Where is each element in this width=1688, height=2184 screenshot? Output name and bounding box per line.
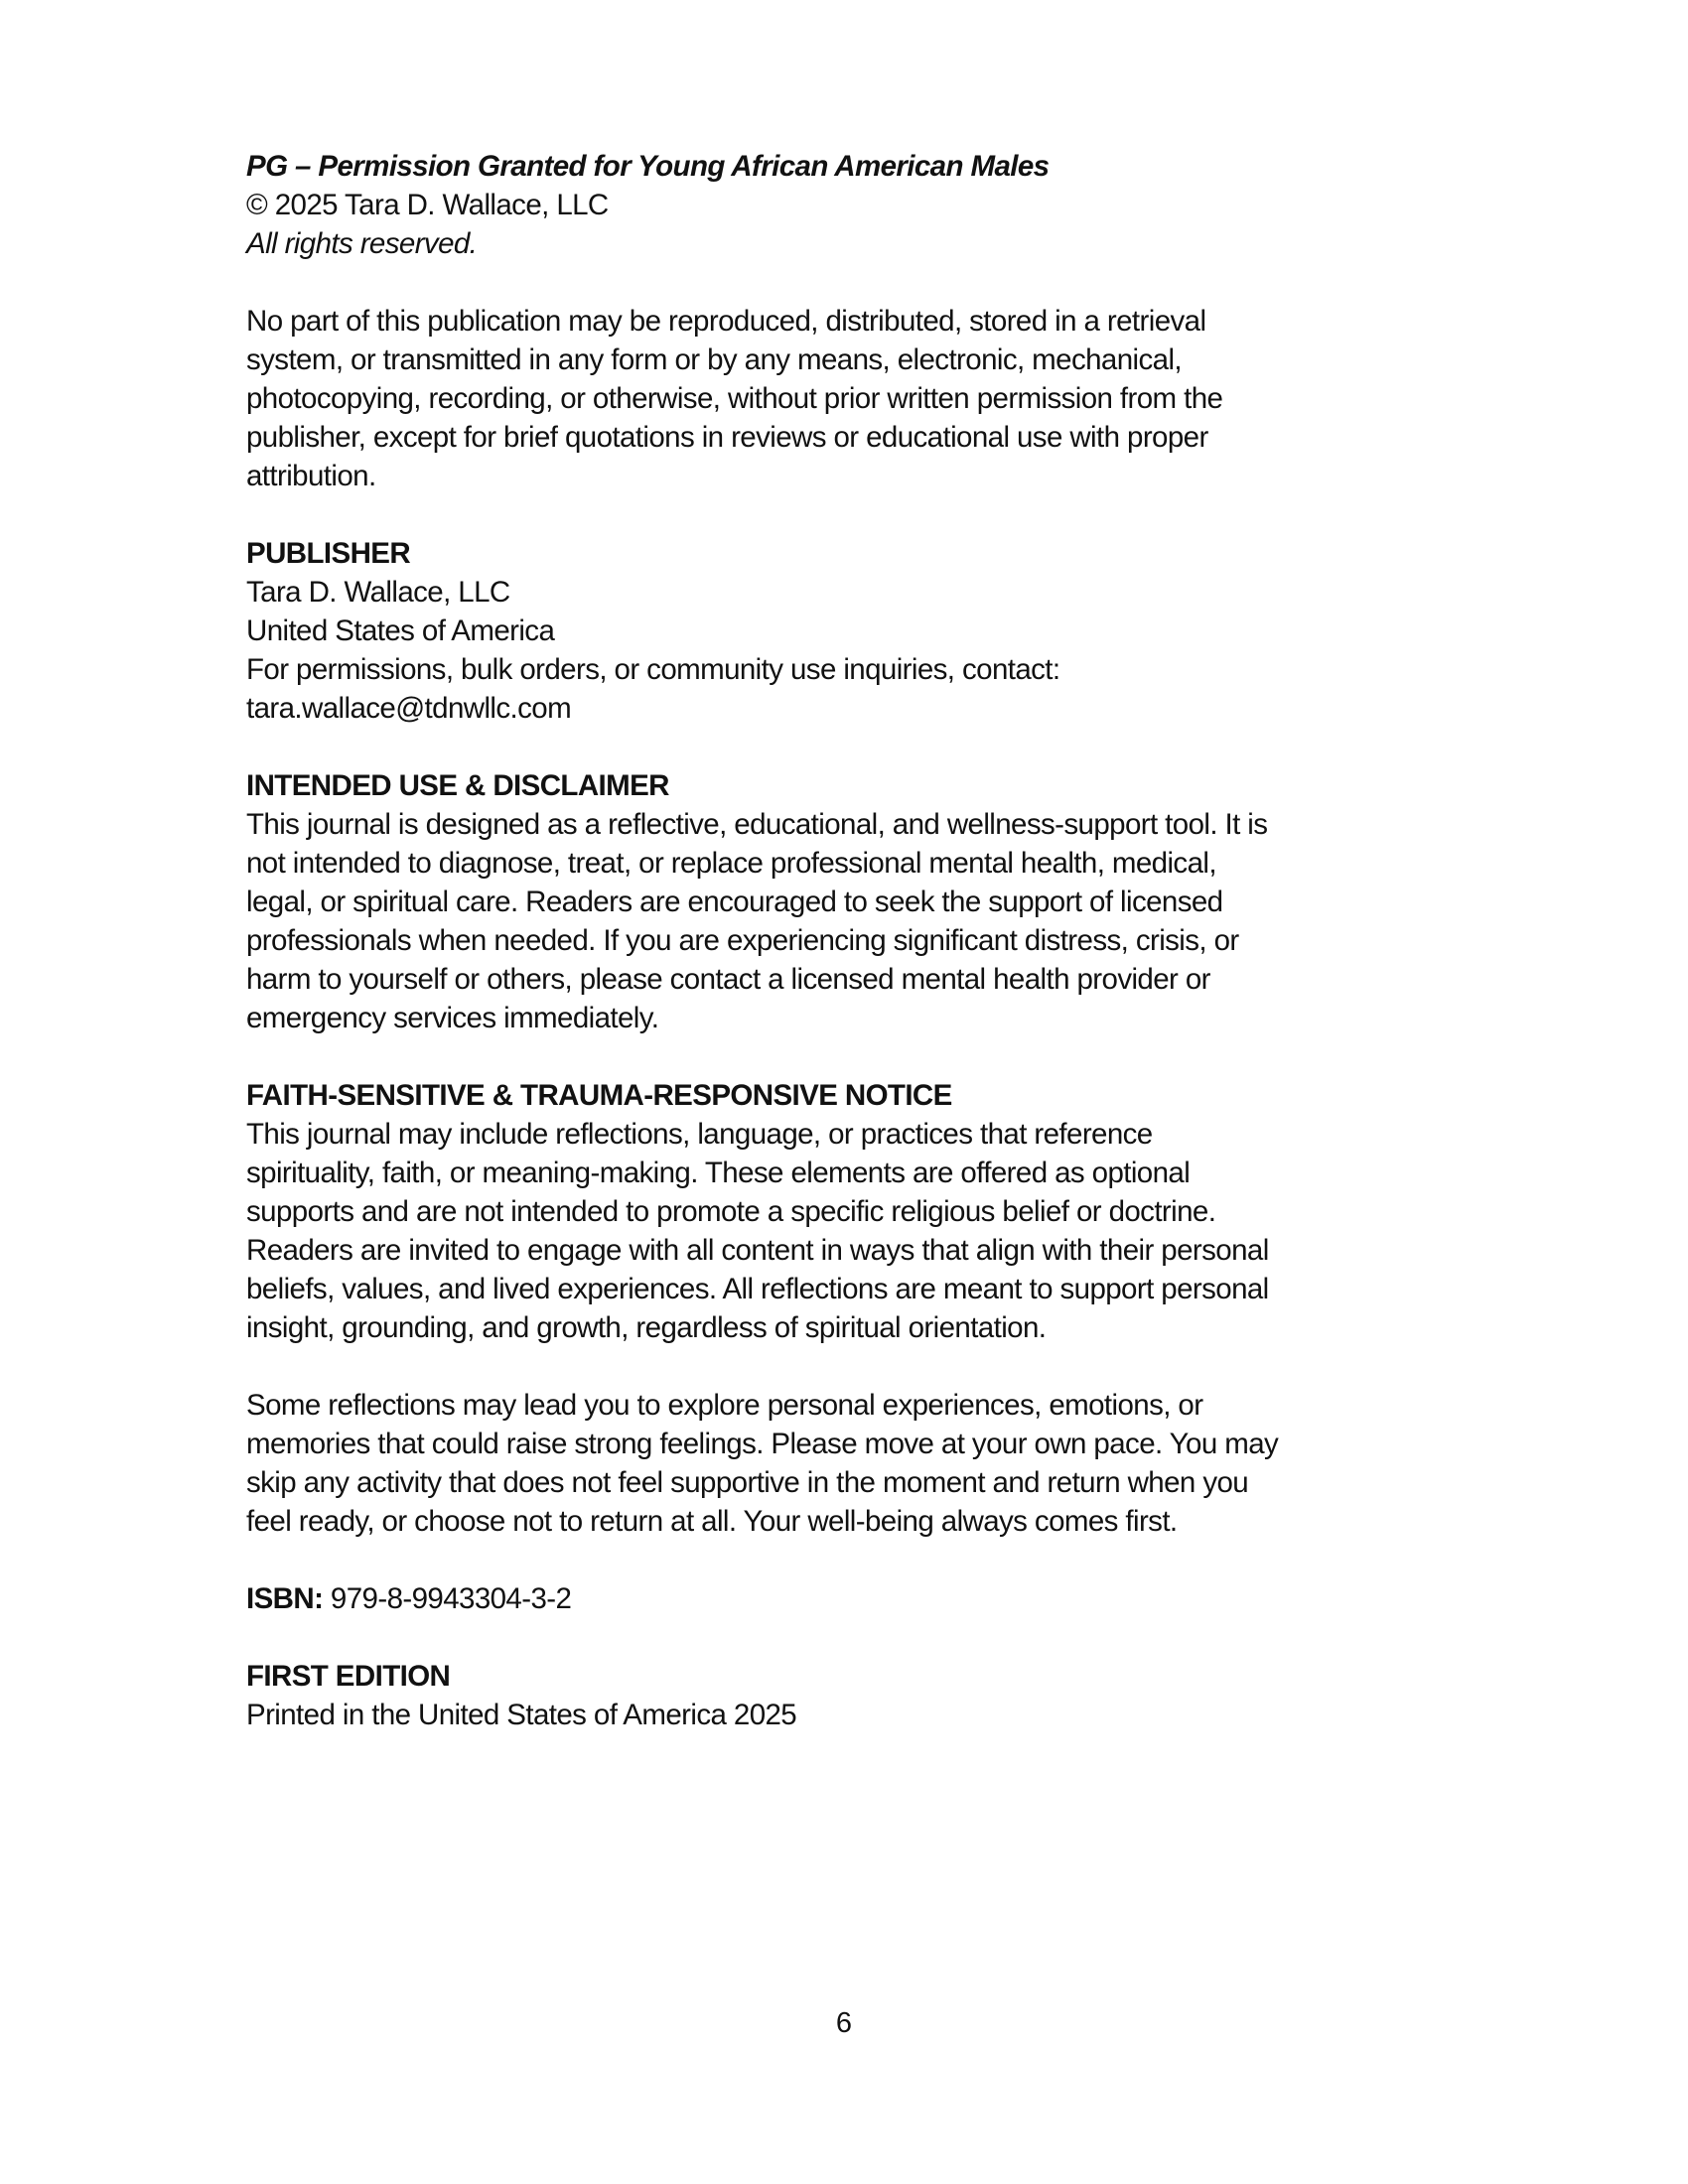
publisher-country: United States of America: [246, 614, 555, 647]
publisher-name: Tara D. Wallace, LLC: [246, 576, 510, 609]
page-number: 6: [835, 2007, 853, 2039]
disclaimer-line: harm to yourself or others, please contact a licensed mental health provider or: [246, 963, 1210, 996]
disclaimer-line: emergency services immediately.: [246, 1002, 659, 1034]
copyright-page-content: [246, 147, 1527, 1734]
faith-notice-line: Readers are invited to engage with all content in ways that align with their personal: [246, 1234, 1269, 1267]
faith-notice-line: This journal may include reflections, language, or practices that reference: [246, 1118, 1153, 1151]
book-title: PG – Permission Granted for Young African American Males: [246, 150, 1050, 183]
publisher-heading: PUBLISHER: [246, 537, 411, 570]
edition-heading: FIRST EDITION: [246, 1660, 451, 1693]
disclaimer-heading: INTENDED USE & DISCLAIMER: [246, 769, 669, 802]
disclaimer-line: professionals when needed. If you are experiencing significant distress, crisis, or: [246, 924, 1239, 957]
faith-notice-line: memories that could raise strong feelings. Please move at your own pace. You may: [246, 1428, 1279, 1460]
rights-reserved: All rights reserved.: [246, 227, 478, 260]
faith-notice-heading: FAITH-SENSITIVE & TRAUMA-RESPONSIVE NOTICE: [246, 1079, 952, 1112]
isbn-value: 979-8-9943304-3-2: [330, 1582, 572, 1615]
copyright-line: © 2025 Tara D. Wallace, LLC: [246, 189, 609, 221]
faith-notice-line: feel ready, or choose not to return at all. Your well-being always comes first.: [246, 1505, 1178, 1538]
publisher-contact-text: For permissions, bulk orders, or community use inquiries, contact:: [246, 653, 1060, 686]
notice-line: system, or transmitted in any form or by any means, electronic, mechanical,: [246, 343, 1182, 376]
disclaimer-line: not intended to diagnose, treat, or replace professional mental health, medical,: [246, 847, 1216, 880]
faith-notice-section: [246, 1076, 1527, 1541]
faith-notice-line: supports and are not intended to promote a specific religious belief or doctrine.: [246, 1195, 1216, 1228]
publisher-email: tara.wallace@tdnwllc.com: [246, 692, 572, 725]
faith-notice-line: beliefs, values, and lived experiences. All reflections are meant to support personal: [246, 1273, 1269, 1305]
disclaimer-line: This journal is designed as a reflective, educational, and wellness-support tool. It is: [246, 808, 1268, 841]
notice-line: attribution.: [246, 460, 376, 492]
faith-notice-line: spirituality, faith, or meaning-making. These elements are offered as optional: [246, 1157, 1191, 1189]
faith-notice-line: Some reflections may lead you to explore personal experiences, emotions, or: [246, 1389, 1203, 1422]
disclaimer-line: legal, or spiritual care. Readers are encouraged to seek the support of licensed: [246, 886, 1223, 918]
notice-line: publisher, except for brief quotations in reviews or educational use with proper: [246, 421, 1208, 454]
publisher-section: [246, 534, 1527, 728]
faith-notice-line: skip any activity that does not feel supportive in the moment and return when you: [246, 1466, 1249, 1499]
edition-section: [246, 1657, 1527, 1734]
isbn-label: ISBN:: [246, 1582, 324, 1615]
disclaimer-section: [246, 766, 1527, 1037]
notice-line: photocopying, recording, or otherwise, without prior written permission from the: [246, 382, 1223, 415]
reproduction-notice: [246, 302, 1527, 495]
faith-notice-line: insight, grounding, and growth, regardless of spiritual orientation.: [246, 1311, 1047, 1344]
printed-line: Printed in the United States of America 2025: [246, 1699, 797, 1731]
notice-line: No part of this publication may be reproduced, distributed, stored in a retrieval: [246, 305, 1206, 338]
isbn-line: [246, 1579, 1527, 1618]
